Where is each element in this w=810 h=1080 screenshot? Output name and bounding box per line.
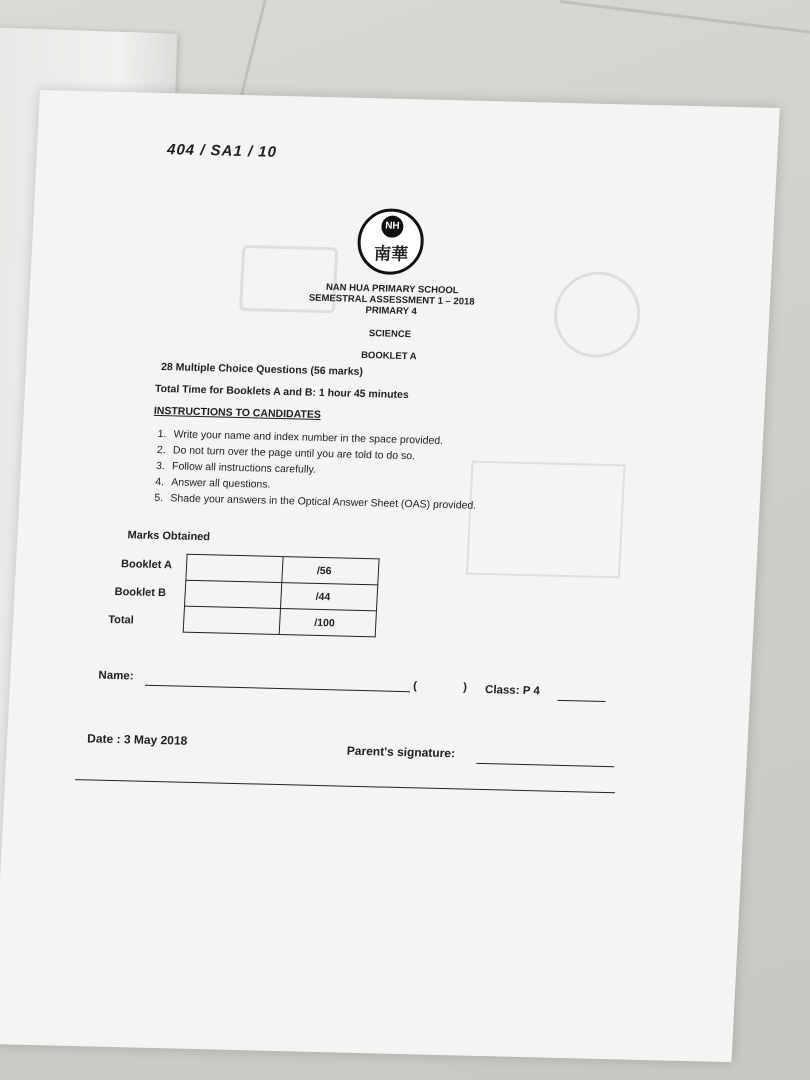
class-label: Class: P 4 bbox=[484, 684, 541, 698]
logo-initials: NH bbox=[381, 215, 404, 238]
item-text: Do not turn over the page until you are told to do so. bbox=[172, 444, 416, 463]
score-cell[interactable] bbox=[186, 554, 283, 582]
instructions-title: INSTRUCTIONS TO CANDIDATES bbox=[153, 404, 322, 421]
index-paren-close: ) bbox=[462, 681, 468, 694]
item-text: Follow all instructions carefully. bbox=[171, 460, 317, 476]
exam-cover-page bbox=[0, 90, 780, 1062]
level: PRIMARY 4 bbox=[365, 305, 418, 318]
name-label: Name: bbox=[98, 669, 134, 683]
max-marks-cell: /44 bbox=[280, 583, 377, 611]
show-through-shape bbox=[552, 271, 642, 359]
name-field[interactable] bbox=[145, 685, 410, 692]
divider bbox=[75, 779, 615, 793]
item-number: 3. bbox=[155, 459, 166, 473]
assessment-title: SEMESTRAL ASSESSMENT 1 – 2018 bbox=[308, 292, 475, 308]
class-field[interactable] bbox=[558, 700, 606, 702]
score-cell[interactable] bbox=[185, 580, 282, 608]
booklet-title: BOOKLET A bbox=[360, 349, 417, 363]
floor-tile-seam bbox=[236, 0, 266, 110]
logo-chinese-characters: 南華 bbox=[373, 244, 409, 266]
signature-label: Parent's signature: bbox=[346, 743, 456, 761]
floor-tile-seam bbox=[560, 0, 810, 35]
marks-title: Marks Obtained bbox=[127, 529, 211, 544]
item-number: 2. bbox=[156, 443, 166, 457]
item-text: Answer all questions. bbox=[170, 476, 271, 491]
instructions-list bbox=[154, 426, 480, 514]
paper-code: 404 / SA1 / 10 bbox=[166, 141, 278, 161]
school-name: NAN HUA PRIMARY SCHOOL bbox=[325, 282, 459, 297]
marks-table bbox=[183, 554, 380, 638]
subject: SCIENCE bbox=[368, 328, 412, 341]
index-paren-open: ( bbox=[412, 680, 418, 693]
signature-field[interactable] bbox=[476, 763, 614, 767]
row-label-booklet-a: Booklet A bbox=[120, 558, 173, 572]
max-marks-cell: /56 bbox=[282, 557, 379, 585]
item-number: 5. bbox=[154, 491, 164, 505]
question-count: 28 Multiple Choice Questions (56 marks) bbox=[160, 361, 364, 378]
item-number: 1. bbox=[157, 427, 167, 441]
exam-date: Date : 3 May 2018 bbox=[86, 731, 188, 748]
score-cell[interactable] bbox=[183, 606, 280, 634]
school-logo bbox=[356, 208, 425, 276]
table-row bbox=[183, 606, 376, 637]
total-time: Total Time for Booklets A and B: 1 hour 45 minutes bbox=[154, 382, 410, 402]
show-through-shape bbox=[466, 461, 626, 579]
item-number: 4. bbox=[154, 475, 165, 489]
item-text: Shade your answers in the Optical Answer Sheet (OAS) provided. bbox=[170, 492, 477, 512]
item-text: Write your name and index number in the space provided. bbox=[173, 428, 444, 447]
row-label-booklet-b: Booklet B bbox=[114, 585, 167, 600]
max-marks-cell: /100 bbox=[279, 609, 376, 637]
row-label-total: Total bbox=[107, 613, 135, 627]
